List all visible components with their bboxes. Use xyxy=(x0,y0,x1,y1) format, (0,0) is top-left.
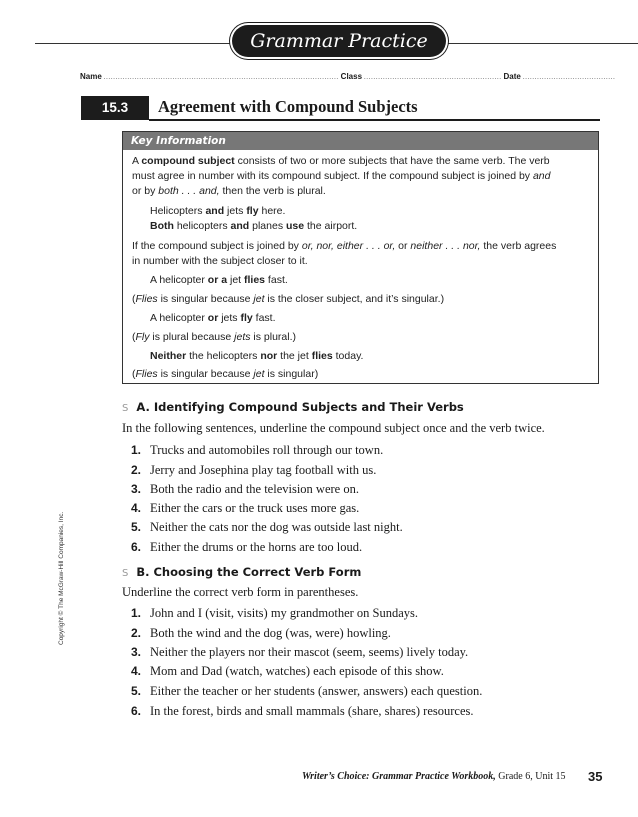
list-item: 1. Trucks and automobiles roll through our town. xyxy=(131,443,384,457)
list-item: 4. Either the cars or the truck uses more gas. xyxy=(131,501,360,515)
list-item: 1. John and I (visit, visits) my grandmother on Sundays. xyxy=(131,606,419,620)
section-b-instructions: Underline the correct verb form in parentheses. xyxy=(122,585,359,599)
date-label: Date xyxy=(503,72,521,81)
student-info-line xyxy=(80,72,616,81)
lesson-title: Agreement with Compound Subjects xyxy=(158,97,418,116)
footer-book-title: Writer’s Choice: Grammar Practice Workbook, xyxy=(302,771,496,782)
footer-grade: Grade 6, Unit 15 xyxy=(495,771,566,782)
key-paragraph-1-line-2: must agree in number with its compound subject. If the compound subject is joined by and xyxy=(132,170,551,182)
key-example-1: Helicopters and jets fly here. xyxy=(150,205,286,217)
key-example-5: Neither the helicopters nor the jet flies today. xyxy=(150,350,364,362)
list-item: 2. Both the wind and the dog (was, were) howling. xyxy=(131,626,391,640)
key-information-box xyxy=(122,131,599,384)
section-a-heading xyxy=(122,400,464,414)
name-label: Name xyxy=(80,72,102,81)
class-label: Class xyxy=(340,72,363,81)
list-item: 4. Mom and Dad (watch, watches) each episode of this show. xyxy=(131,664,444,678)
banner-title: Grammar Practice xyxy=(232,25,446,57)
key-paragraph-1-line-3: or by both . . . and, then the verb is plural. xyxy=(132,185,326,197)
list-item: 5. Either the teacher or her students (answer, answers) each question. xyxy=(131,684,483,698)
class-field[interactable]: .......................................................... xyxy=(363,72,502,81)
section-a-instructions: In the following sentences, underline the compound subject once and the verb twice. xyxy=(122,421,545,435)
section-b-marker: S xyxy=(122,568,129,579)
footer-citation xyxy=(302,771,566,782)
key-paragraph-1-line-1: A compound subject consists of two or more subjects that have the same verb. The verb xyxy=(132,155,550,167)
list-item: 6. Either the drums or the horns are too loud. xyxy=(131,540,363,554)
lesson-number: 15.3 xyxy=(81,96,149,120)
key-paragraph-2-line-2: in number with the subject closer to it. xyxy=(132,255,308,267)
list-item: 3. Both the radio and the television were on. xyxy=(131,482,359,496)
list-item: 6. In the forest, birds and small mammals (share, shares) resources. xyxy=(131,704,474,718)
list-item: 2. Jerry and Josephina play tag football with us. xyxy=(131,463,377,477)
key-example-4: A helicopter or jets fly fast. xyxy=(150,312,276,324)
name-field[interactable]: ................................................................................................... xyxy=(103,72,339,81)
key-note-4: (Fly is plural because jets is plural.) xyxy=(132,331,296,343)
key-example-2: Both helicopters and planes use the airport. xyxy=(150,220,358,232)
section-a-marker: S xyxy=(122,403,129,414)
copyright-notice: Copyright © The McGraw-Hill Companies, Inc. xyxy=(58,511,65,645)
key-paragraph-2-line-1: If the compound subject is joined by or, nor, either . . . or, or neither . . . nor, the verb agrees xyxy=(132,240,557,252)
section-b-title: B. Choosing the Correct Verb Form xyxy=(136,565,362,579)
page-number: 35 xyxy=(588,769,603,784)
list-item: 3. Neither the players nor their mascot (seem, seems) lively today. xyxy=(131,645,469,659)
list-item: 5. Neither the cats nor the dog was outside last night. xyxy=(131,520,403,534)
key-note-3: (Flies is singular because jet is the closer subject, and it’s singular.) xyxy=(132,293,445,305)
key-information-header: Key Information xyxy=(123,132,598,150)
key-note-5: (Flies is singular because jet is singular) xyxy=(132,368,319,380)
date-field[interactable]: ....................................... xyxy=(522,72,616,81)
section-a-title: A. Identifying Compound Subjects and Their Verbs xyxy=(136,400,464,414)
section-b-heading xyxy=(122,565,361,579)
key-example-3: A helicopter or a jet flies fast. xyxy=(150,274,288,286)
title-rule xyxy=(149,119,600,121)
